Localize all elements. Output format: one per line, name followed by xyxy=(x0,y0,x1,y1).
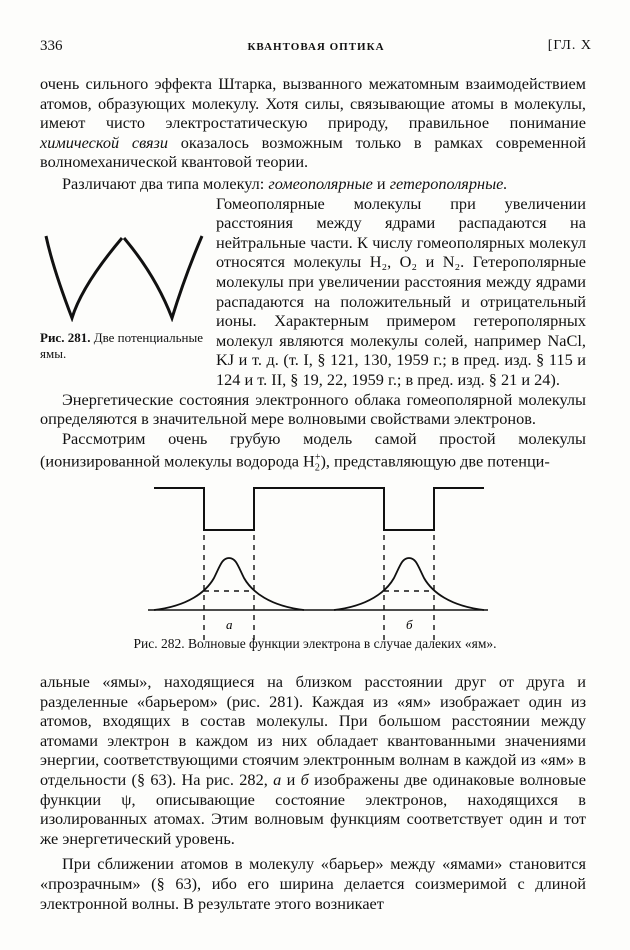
figure-281-drawing xyxy=(40,234,208,322)
running-title: КВАНТОВАЯ ОПТИКА xyxy=(247,41,385,53)
figure-282-drawing xyxy=(148,480,488,640)
figure-281-text: Две потенциальные ямы. xyxy=(40,329,204,361)
p1-emphasis: химической связи xyxy=(40,132,169,152)
chapter-label: [ГЛ. X xyxy=(547,38,592,53)
paragraph-3: Энергетические состояния электронного облака гомеополярной молекулы определяются в значительной мере волновыми свойствами электронов. xyxy=(40,389,586,429)
figure-282-label-b: б xyxy=(406,617,413,632)
p4-end: ), представляющую две потенци- xyxy=(320,451,550,471)
p5-end: изображены две одинаковые волновые функции ψ, описывающие состояние электронов, находящихся в изолированных атомах. Этим волновым функциям соответствует один и тот же энергетический уровень. xyxy=(40,769,586,848)
p1-text: очень сильного эффекта Штарка, вызванного межатомным взаимодействием атомов, образующих молекулу. Хотя силы, связывающие атомы в молекулы, имеют чисто электростатическую природу, правильное понимание xyxy=(40,74,586,133)
p5-a: а xyxy=(273,769,282,789)
p4-superscript: + xyxy=(314,452,321,464)
paragraph-2-with-figure xyxy=(40,174,586,479)
p2-em-heteropolar: гетерополярные. xyxy=(389,174,508,193)
figure-282-caption: Рис. 282. Волновые функции электрона в случае далеких «ям». xyxy=(133,636,497,651)
paragraph-1 xyxy=(40,74,586,172)
p2-start: Различают два типа молекул: xyxy=(62,174,269,193)
p2-em-homeopolar: гомеополярные xyxy=(268,174,373,193)
p1-end: оказалось возможным только в рамках современной волномеханической квантовой теории. xyxy=(40,132,586,172)
p5-and: и xyxy=(281,769,301,789)
figure-282 xyxy=(148,480,488,640)
p4-start: Рассмотрим очень грубую модель самой простой молекулы (ионизированной молекулы водорода H xyxy=(40,428,586,471)
page-header xyxy=(40,38,592,58)
figure-281-caption xyxy=(40,330,208,362)
p2-rest: Гомеополярные молекулы при увеличении расстояния между ядрами распадаются на нейтральные части. К числу гомеополярных молекул относятся молекулы H₂, O₂ и N₂. Гетерополярные молекулы при увеличении расстояния между ядрами распадаются на положительный и отрицательный ионы. Характерным примером гетерополярных молекул являются молекулы солей, например NaCl, KJ и т. д. (т. I, § 121, 130, 1959 г.; в пред. изд. § 115 и 124 и т. II, § 19, 22, 1959 г.; в пред. изд. § 21 и 24). xyxy=(216,193,586,389)
paragraph-6: При сближении атомов в молекулу «барьер» между «ямами» становится «прозрачным» (§ 63), ибо его ширина делается соизмеримой с длиной электронной волны. В результате этого возникает xyxy=(40,854,586,913)
figure-281 xyxy=(40,234,208,386)
p2-and: и xyxy=(372,174,390,193)
paragraph-5-6 xyxy=(40,672,586,913)
figure-281-label: Рис. 281. xyxy=(40,329,91,345)
p4-subscript: 2 xyxy=(314,462,320,474)
figure-282-label-a: а xyxy=(226,617,233,632)
p5-b: б xyxy=(300,769,309,789)
page-number: 336 xyxy=(40,38,63,54)
p5-start: альные «ямы», находящиеся на близком расстоянии друг от друга и разделенные «барьером» (рис. 281). Каждая из «ям» изображает один из атомов, входящих в состав молекулы. При большом расстоянии между атомами электрон в каждом из них обладает квантованными значениями энергии, соответствующими стоячим электронным волнам в каждой из «ям» в отдельности (§ 63). На рис. 282, xyxy=(40,672,586,789)
